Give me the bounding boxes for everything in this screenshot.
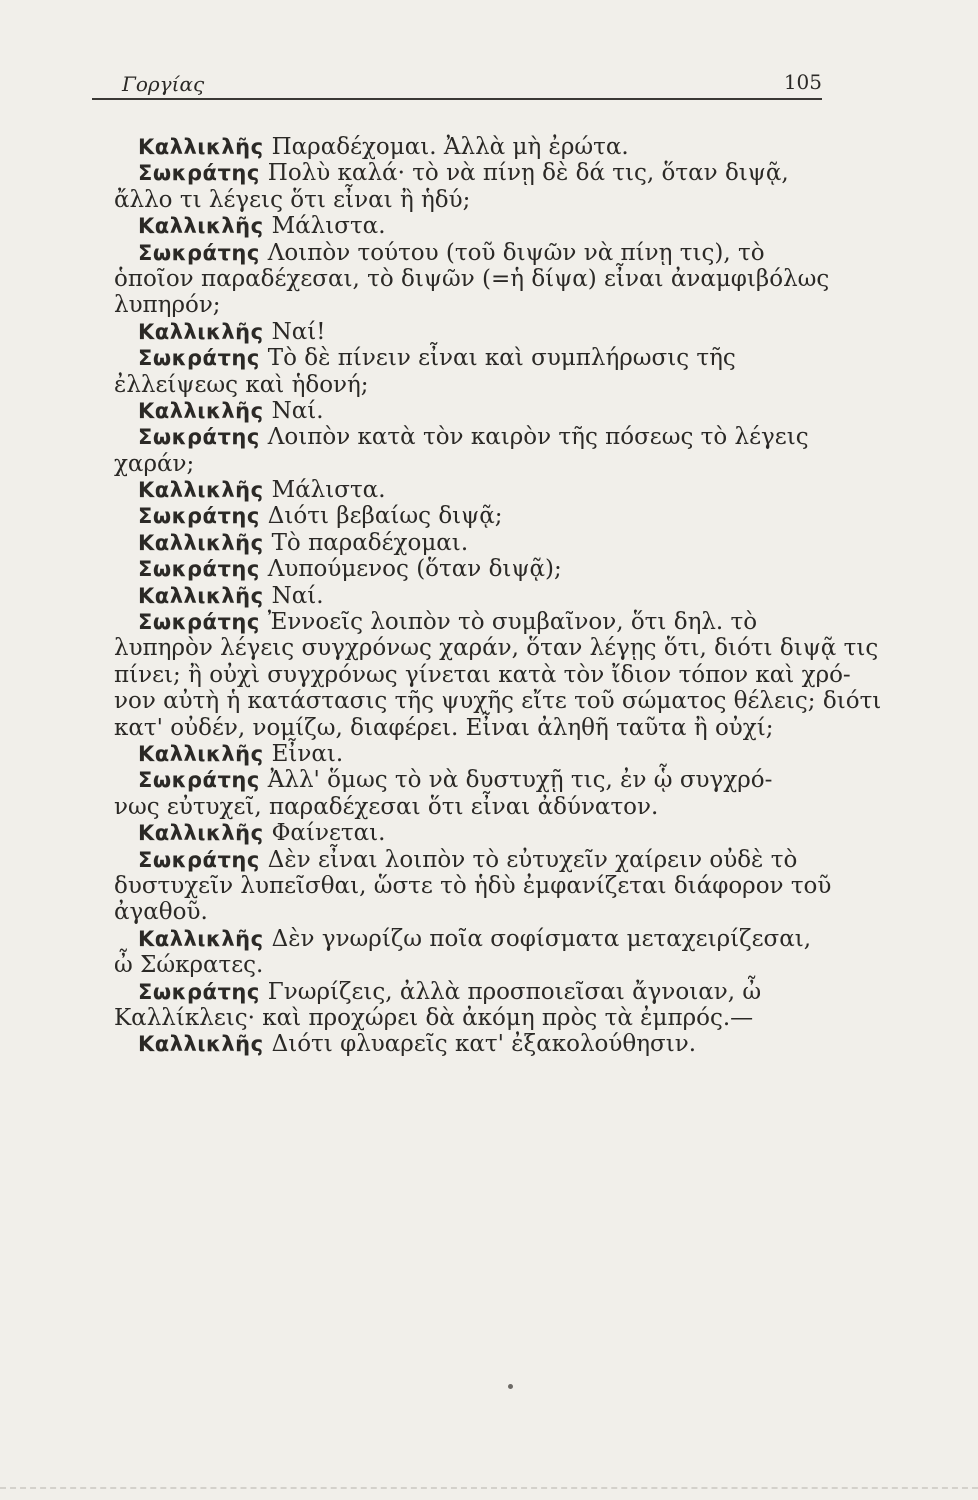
dialogue-paragraph: [114, 741, 830, 767]
speaker-name: Καλλικλῆς: [138, 478, 264, 503]
dialogue-paragraph: [114, 1031, 830, 1057]
line-text: Λοιπὸν κατὰ τὸν καιρὸν τῆς πόσεως τὸ λέγεις: [267, 424, 809, 451]
line-text: ἄλλο τι λέγεις ὅτι εἶναι ἢ ἡδύ;: [114, 186, 471, 213]
running-title: Γοργίας: [122, 72, 205, 96]
speaker-name: Καλλικλῆς: [138, 398, 264, 423]
text-line: [114, 583, 830, 609]
text-line: [114, 847, 830, 873]
text-line: [114, 503, 830, 529]
dialogue-paragraph: [114, 319, 830, 345]
line-text: χαράν;: [114, 450, 195, 477]
text-line: [114, 398, 830, 424]
text-line: [114, 873, 830, 899]
line-text: δυστυχεῖν λυπεῖσθαι, ὥστε τὸ ἡδὺ ἐμφανίζεται διάφορον τοῦ: [114, 872, 832, 899]
dialogue-paragraph: [114, 477, 830, 503]
dialogue-paragraph: [114, 979, 830, 1032]
text-line: [114, 134, 830, 160]
line-text: Διότι βεβαίως διψᾷ;: [267, 503, 503, 530]
line-text: νως εὐτυχεῖ, παραδέχεσαι ὅτι εἶναι ἀδύνατον.: [114, 793, 659, 820]
text-line: [114, 767, 830, 793]
text-line: [114, 424, 830, 450]
text-line: [114, 635, 879, 662]
text-line: [114, 926, 830, 952]
line-text: Εἶναι.: [271, 740, 344, 767]
line-text: Ναί.: [271, 582, 324, 609]
line-text: Καλλίκλεις· καὶ προχώρει δὰ ἀκόμη πρὸς τὰ ἐμπρός.—: [114, 1004, 754, 1031]
dialogue-paragraph: [114, 503, 830, 529]
speaker-name: Καλλικλῆς: [138, 530, 264, 555]
text-line: [114, 319, 830, 345]
page-bottom-edge: [0, 1487, 978, 1492]
line-text: Ἀλλ' ὅμως τὸ νὰ δυστυχῇ τις, ἐν ᾧ συγχρό-: [267, 767, 773, 794]
text-line: [114, 372, 830, 398]
dialogue-paragraph: [114, 556, 830, 582]
text-line: [114, 556, 830, 582]
text-line: [114, 451, 830, 477]
page-number: 105: [783, 70, 822, 94]
line-text: ἐλλείψεως καὶ ἡδονή;: [114, 371, 369, 398]
dialogue-text: [114, 134, 882, 1058]
speaker-name: Σωκράτης: [138, 979, 260, 1004]
speaker-name: Καλλικλῆς: [138, 741, 264, 766]
text-line: [114, 688, 882, 715]
dialogue-paragraph: [114, 345, 830, 398]
speaker-name: Σωκράτης: [138, 425, 260, 450]
speaker-name: Καλλικλῆς: [138, 1032, 264, 1057]
dialogue-paragraph: [114, 767, 830, 820]
speaker-name: Καλλικλῆς: [138, 135, 264, 159]
ink-speck: [508, 1384, 513, 1389]
line-text: Δὲν εἶναι λοιπὸν τὸ εὐτυχεῖν χαίρειν οὐδὲ τὸ: [267, 846, 798, 873]
line-text: Ναί!: [271, 318, 326, 345]
line-text: κατ' οὐδέν, νομίζω, διαφέρει. Εἶναι ἀληθῆ ταῦτα ἢ οὐχί;: [114, 714, 774, 741]
dialogue-paragraph: [114, 240, 830, 319]
speaker-name: Σωκράτης: [138, 161, 260, 186]
text-line: [114, 741, 830, 767]
line-text: Τὸ παραδέχομαι.: [271, 529, 469, 556]
line-text: Τὸ δὲ πίνειν εἶναι καὶ συμπλήρωσις τῆς: [267, 345, 736, 372]
line-text: Λυπούμενος (ὅταν διψᾷ);: [267, 556, 562, 583]
speaker-name: Καλλικλῆς: [138, 926, 264, 951]
speaker-name: Καλλικλῆς: [138, 583, 264, 608]
line-text: νον αὐτὴ ἡ κατάστασις τῆς ψυχῆς εἴτε τοῦ σώματος θέλεις; διότι: [114, 688, 882, 715]
speaker-name: Σωκράτης: [138, 557, 260, 582]
text-line: [114, 345, 830, 371]
text-line: [114, 477, 830, 503]
text-line: [114, 530, 830, 556]
dialogue-paragraph: [114, 530, 830, 556]
speaker-name: Καλλικλῆς: [138, 319, 264, 344]
dialogue-paragraph: [114, 134, 830, 160]
text-line: [114, 160, 830, 186]
text-line: [114, 952, 830, 978]
line-text: Πολὺ καλά· τὸ νὰ πίνῃ δὲ δά τις, ὅταν διψᾷ,: [267, 160, 789, 187]
text-line: [114, 715, 830, 741]
dialogue-paragraph: [114, 847, 830, 926]
line-text: Διότι φλυαρεῖς κατ' ἐξακολούθησιν.: [271, 1031, 697, 1058]
dialogue-paragraph: [114, 213, 830, 239]
line-text: λυπηρὸν λέγεις συγχρόνως χαράν, ὅταν λέγῃς ὅτι, διότι διψᾷ τις: [114, 635, 879, 662]
text-line: [114, 1031, 830, 1057]
line-text: ὦ Σώκρατες.: [114, 952, 264, 979]
text-line: [114, 213, 830, 239]
text-line: [114, 661, 851, 688]
speaker-name: Σωκράτης: [138, 610, 260, 635]
line-text: πίνει; ἢ οὐχὶ συγχρόνως γίνεται κατὰ τὸν ἴδιον τόπον καὶ χρό-: [114, 661, 851, 688]
line-text: Ἐννοεῖς λοιπὸν τὸ συμβαῖνον, ὅτι δηλ. τὸ: [267, 609, 758, 636]
line-text: Παραδέχομαι. Ἀλλὰ μὴ ἐρώτα.: [271, 134, 629, 160]
text-line: [114, 899, 830, 925]
speaker-name: Καλλικλῆς: [138, 821, 264, 846]
line-text: Γνωρίζεις, ἀλλὰ προσποιεῖσαι ἄγνοιαν, ὦ: [267, 978, 762, 1005]
speaker-name: Σωκράτης: [138, 346, 260, 371]
line-text: ὁποῖον παραδέχεσαι, τὸ διψῶν (=ἡ δίψα) εἶναι ἀναμφιβόλως: [114, 265, 830, 292]
dialogue-paragraph: [114, 609, 882, 741]
dialogue-paragraph: [114, 926, 830, 979]
line-text: Μάλιστα.: [271, 213, 386, 240]
text-line: [114, 240, 830, 266]
text-line: [114, 609, 830, 635]
line-text: Μάλιστα.: [271, 477, 386, 504]
text-line: [114, 794, 830, 820]
text-line: [114, 292, 830, 318]
text-line: [114, 266, 830, 292]
dialogue-paragraph: [114, 424, 830, 477]
line-text: λυπηρόν;: [114, 292, 221, 319]
speaker-name: Σωκράτης: [138, 768, 260, 793]
dialogue-paragraph: [114, 583, 830, 609]
line-text: Δὲν γνωρίζω ποῖα σοφίσματα μεταχειρίζεσαι,: [271, 925, 812, 952]
dialogue-paragraph: [114, 820, 830, 846]
line-text: Λοιπὸν τούτου (τοῦ διψῶν νὰ πίνῃ τις), τὸ: [267, 239, 765, 266]
text-line: [114, 187, 830, 213]
dialogue-paragraph: [114, 160, 830, 213]
speaker-name: Σωκράτης: [138, 504, 260, 529]
speaker-name: Σωκράτης: [138, 240, 260, 265]
dialogue-paragraph: [114, 398, 830, 424]
text-line: [114, 979, 830, 1005]
speaker-name: Σωκράτης: [138, 847, 260, 872]
text-line: [114, 820, 830, 846]
line-text: Ναί.: [271, 397, 324, 424]
page-header: [122, 70, 822, 100]
line-text: Φαίνεται.: [271, 820, 386, 847]
speaker-name: Καλλικλῆς: [138, 214, 264, 239]
header-rule: [92, 98, 822, 100]
text-line: [114, 1005, 830, 1031]
line-text: ἀγαθοῦ.: [114, 899, 208, 926]
